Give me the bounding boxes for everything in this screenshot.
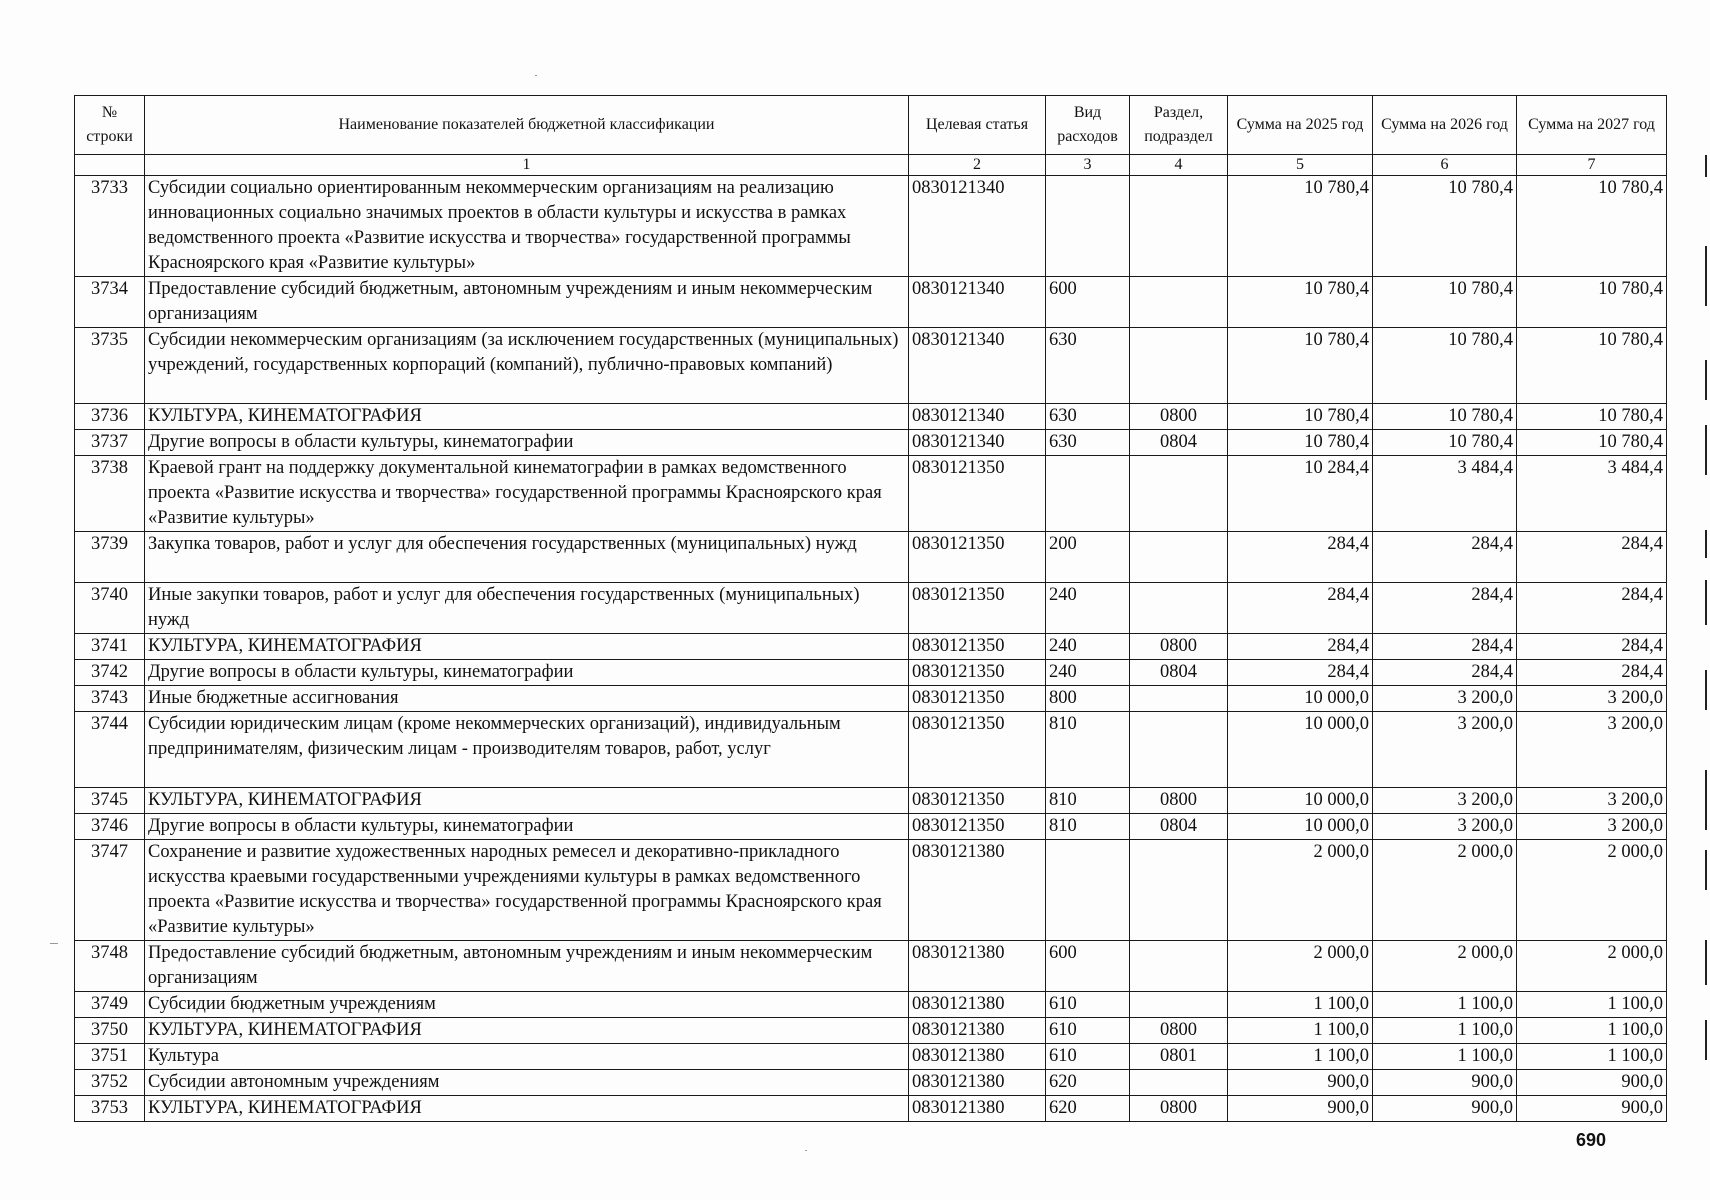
table-row xyxy=(75,634,1667,660)
row-number: 3737 xyxy=(75,430,145,456)
sum-2026-value: 3 484,4 xyxy=(1457,458,1513,478)
sum-2025 xyxy=(1228,634,1373,660)
sum-2026-value: 3 200,0 xyxy=(1457,688,1513,708)
sum-2025 xyxy=(1228,712,1373,788)
sum-2027 xyxy=(1517,532,1667,583)
row-number: 3733 xyxy=(75,176,145,277)
section-code xyxy=(1130,941,1228,992)
sum-2026 xyxy=(1373,634,1517,660)
section-code: 0804 xyxy=(1130,814,1228,840)
indicator-name: Другие вопросы в области культуры, кинематографии xyxy=(145,814,909,840)
sum-2026 xyxy=(1373,712,1517,788)
sum-2025 xyxy=(1228,1070,1373,1096)
sum-2027-value: 284,4 xyxy=(1621,662,1663,682)
target-article: 0830121350 xyxy=(909,814,1046,840)
sum-2025-value: 284,4 xyxy=(1327,636,1369,656)
indicator-name: Культура xyxy=(145,1044,909,1070)
indicator-name: Субсидии юридическим лицам (кроме некоммерческих организаций), индивидуальным предпринимателям, физическим лицам - производителям товаров, работ, услуг xyxy=(145,712,909,788)
table-row xyxy=(75,1018,1667,1044)
expense-type: 810 xyxy=(1046,712,1130,788)
target-article: 0830121350 xyxy=(909,532,1046,583)
target-article: 0830121380 xyxy=(909,1018,1046,1044)
section-code xyxy=(1130,328,1228,404)
target-article: 0830121380 xyxy=(909,1096,1046,1122)
sum-2027-value: 2 000,0 xyxy=(1607,842,1663,862)
section-code xyxy=(1130,712,1228,788)
expense-type xyxy=(1046,176,1130,277)
column-index-cell: 2 xyxy=(909,155,1046,176)
sum-2026 xyxy=(1373,456,1517,532)
sum-2026 xyxy=(1373,1018,1517,1044)
sum-2026 xyxy=(1373,430,1517,456)
sum-2027 xyxy=(1517,788,1667,814)
header-target-article: Целевая статья xyxy=(909,96,1046,155)
expense-type: 620 xyxy=(1046,1096,1130,1122)
sum-2026 xyxy=(1373,277,1517,328)
sum-2027-value: 10 780,4 xyxy=(1598,330,1663,350)
sum-2026-value: 284,4 xyxy=(1471,585,1513,605)
expense-type: 600 xyxy=(1046,277,1130,328)
column-index-cell xyxy=(75,155,145,176)
section-code xyxy=(1130,456,1228,532)
target-article: 0830121350 xyxy=(909,634,1046,660)
header-sum-2026: Сумма на 2026 год xyxy=(1373,96,1517,155)
table-row xyxy=(75,992,1667,1018)
sum-2027-value: 3 200,0 xyxy=(1607,688,1663,708)
target-article: 0830121380 xyxy=(909,992,1046,1018)
sum-2027-value: 2 000,0 xyxy=(1607,943,1663,963)
sum-2025 xyxy=(1228,1018,1373,1044)
sum-2027 xyxy=(1517,1096,1667,1122)
sum-2025-value: 10 780,4 xyxy=(1304,406,1369,426)
indicator-name: КУЛЬТУРА, КИНЕМАТОГРАФИЯ xyxy=(145,788,909,814)
sum-2026 xyxy=(1373,328,1517,404)
indicator-name: Субсидии бюджетным учреждениям xyxy=(145,992,909,1018)
sum-2027 xyxy=(1517,277,1667,328)
sum-2026-value: 10 780,4 xyxy=(1448,406,1513,426)
sum-2026 xyxy=(1373,176,1517,277)
sum-2027-value: 900,0 xyxy=(1621,1098,1663,1118)
expense-type: 630 xyxy=(1046,430,1130,456)
target-article: 0830121350 xyxy=(909,712,1046,788)
scan-speck xyxy=(805,1150,807,1151)
target-article: 0830121350 xyxy=(909,686,1046,712)
sum-2026-value: 284,4 xyxy=(1471,534,1513,554)
sum-2025-value: 10 780,4 xyxy=(1304,330,1369,350)
sum-2027 xyxy=(1517,941,1667,992)
sum-2026 xyxy=(1373,686,1517,712)
section-code xyxy=(1130,532,1228,583)
target-article: 0830121340 xyxy=(909,328,1046,404)
column-index-cell: 1 xyxy=(145,155,909,176)
column-index-cell: 3 xyxy=(1046,155,1130,176)
sum-2025-value: 10 780,4 xyxy=(1304,178,1369,198)
section-code: 0800 xyxy=(1130,1096,1228,1122)
row-number: 3742 xyxy=(75,660,145,686)
row-number: 3744 xyxy=(75,712,145,788)
target-article: 0830121350 xyxy=(909,456,1046,532)
sum-2027-value: 10 780,4 xyxy=(1598,406,1663,426)
page-number: 690 xyxy=(1576,1130,1607,1150)
row-number: 3747 xyxy=(75,840,145,941)
expense-type: 800 xyxy=(1046,686,1130,712)
sum-2025-value: 2 000,0 xyxy=(1313,943,1369,963)
expense-type: 630 xyxy=(1046,404,1130,430)
sum-2027-value: 3 484,4 xyxy=(1607,458,1663,478)
target-article: 0830121340 xyxy=(909,430,1046,456)
sum-2025 xyxy=(1228,404,1373,430)
expense-type: 600 xyxy=(1046,941,1130,992)
sum-2026-value: 900,0 xyxy=(1471,1072,1513,1092)
table-row xyxy=(75,840,1667,941)
sum-2025-value: 10 000,0 xyxy=(1304,790,1369,810)
sum-2027 xyxy=(1517,660,1667,686)
table-row xyxy=(75,1070,1667,1096)
section-code: 0800 xyxy=(1130,788,1228,814)
column-index-cell: 5 xyxy=(1228,155,1373,176)
section-code: 0800 xyxy=(1130,634,1228,660)
row-number: 3738 xyxy=(75,456,145,532)
sum-2027 xyxy=(1517,634,1667,660)
header-indicator-name: Наименование показателей бюджетной классификации xyxy=(145,96,909,155)
sum-2026-value: 3 200,0 xyxy=(1457,790,1513,810)
sum-2025 xyxy=(1228,532,1373,583)
indicator-name: Субсидии некоммерческим организациям (за исключением государственных (муниципальных) учреждений, государственных корпораций (компаний), публично-правовых компаний) xyxy=(145,328,909,404)
sum-2027-value: 1 100,0 xyxy=(1607,994,1663,1014)
expense-type xyxy=(1046,456,1130,532)
sum-2025-value: 284,4 xyxy=(1327,534,1369,554)
expense-type: 810 xyxy=(1046,814,1130,840)
scan-speck xyxy=(535,75,537,76)
sum-2025 xyxy=(1228,814,1373,840)
sum-2026-value: 2 000,0 xyxy=(1457,943,1513,963)
table-row xyxy=(75,328,1667,404)
sum-2025-value: 900,0 xyxy=(1327,1098,1369,1118)
sum-2027-value: 284,4 xyxy=(1621,534,1663,554)
sum-2025 xyxy=(1228,176,1373,277)
table-row xyxy=(75,1044,1667,1070)
row-number: 3743 xyxy=(75,686,145,712)
section-code: 0800 xyxy=(1130,1018,1228,1044)
sum-2026 xyxy=(1373,583,1517,634)
target-article: 0830121380 xyxy=(909,840,1046,941)
expense-type: 810 xyxy=(1046,788,1130,814)
sum-2026 xyxy=(1373,1070,1517,1096)
sum-2026 xyxy=(1373,840,1517,941)
target-article: 0830121350 xyxy=(909,660,1046,686)
sum-2027-value: 10 780,4 xyxy=(1598,432,1663,452)
sum-2025-value: 1 100,0 xyxy=(1313,994,1369,1014)
sum-2025-value: 284,4 xyxy=(1327,585,1369,605)
sum-2026 xyxy=(1373,992,1517,1018)
sum-2027 xyxy=(1517,404,1667,430)
sum-2027-value: 3 200,0 xyxy=(1607,790,1663,810)
sum-2025-value: 2 000,0 xyxy=(1313,842,1369,862)
section-code: 0801 xyxy=(1130,1044,1228,1070)
indicator-name: Закупка товаров, работ и услуг для обеспечения государственных (муниципальных) нужд xyxy=(145,532,909,583)
sum-2025-value: 10 000,0 xyxy=(1304,714,1369,734)
expense-type: 240 xyxy=(1046,583,1130,634)
table-row xyxy=(75,583,1667,634)
row-number: 3745 xyxy=(75,788,145,814)
indicator-name: Сохранение и развитие художественных народных ремесел и декоративно-прикладного искусства краевыми государственными учреждениями культуры в рамках ведомственного проекта «Развитие искусства и творчества» государственной программы Красноярского края «Развитие культуры» xyxy=(145,840,909,941)
indicator-name: Иные закупки товаров, работ и услуг для обеспечения государственных (муниципальных) нужд xyxy=(145,583,909,634)
sum-2026 xyxy=(1373,660,1517,686)
sum-2026 xyxy=(1373,404,1517,430)
indicator-name: КУЛЬТУРА, КИНЕМАТОГРАФИЯ xyxy=(145,634,909,660)
table-row xyxy=(75,1096,1667,1122)
section-code xyxy=(1130,992,1228,1018)
table-row xyxy=(75,660,1667,686)
indicator-name: Субсидии социально ориентированным некоммерческим организациям на реализацию инновационных социально значимых проектов в области культуры и искусства в рамках ведомственного проекта «Развитие искусства и творчества» государственной программы Красноярского края «Развитие культуры» xyxy=(145,176,909,277)
row-number: 3740 xyxy=(75,583,145,634)
expense-type: 610 xyxy=(1046,992,1130,1018)
row-number: 3739 xyxy=(75,532,145,583)
section-code: 0804 xyxy=(1130,660,1228,686)
table-row xyxy=(75,404,1667,430)
row-number: 3750 xyxy=(75,1018,145,1044)
target-article: 0830121340 xyxy=(909,404,1046,430)
sum-2025 xyxy=(1228,1044,1373,1070)
sum-2025 xyxy=(1228,583,1373,634)
table-row xyxy=(75,941,1667,992)
sum-2027 xyxy=(1517,1044,1667,1070)
indicator-name: Предоставление субсидий бюджетным, автономным учреждениям и иным некоммерческим организациям xyxy=(145,941,909,992)
row-number: 3746 xyxy=(75,814,145,840)
sum-2026 xyxy=(1373,814,1517,840)
sum-2027 xyxy=(1517,992,1667,1018)
sum-2026-value: 284,4 xyxy=(1471,662,1513,682)
expense-type xyxy=(1046,840,1130,941)
target-article: 0830121340 xyxy=(909,176,1046,277)
indicator-name: Другие вопросы в области культуры, кинематографии xyxy=(145,660,909,686)
target-article: 0830121380 xyxy=(909,1070,1046,1096)
header-section: Раздел, подраздел xyxy=(1130,96,1228,155)
target-article: 0830121350 xyxy=(909,788,1046,814)
sum-2027 xyxy=(1517,1018,1667,1044)
sum-2025 xyxy=(1228,456,1373,532)
column-index-row xyxy=(75,155,1667,176)
sum-2027 xyxy=(1517,712,1667,788)
scan-speck xyxy=(50,943,58,944)
sum-2025-value: 1 100,0 xyxy=(1313,1046,1369,1066)
sum-2026-value: 10 780,4 xyxy=(1448,432,1513,452)
section-code xyxy=(1130,840,1228,941)
sum-2027 xyxy=(1517,456,1667,532)
sum-2027 xyxy=(1517,1070,1667,1096)
sum-2025 xyxy=(1228,788,1373,814)
section-code: 0804 xyxy=(1130,430,1228,456)
target-article: 0830121380 xyxy=(909,1044,1046,1070)
sum-2025 xyxy=(1228,430,1373,456)
table-row xyxy=(75,686,1667,712)
indicator-name: Предоставление субсидий бюджетным, автономным учреждениям и иным некоммерческим организациям xyxy=(145,277,909,328)
indicator-name: КУЛЬТУРА, КИНЕМАТОГРАФИЯ xyxy=(145,1018,909,1044)
table-row xyxy=(75,788,1667,814)
header-sum-2025: Сумма на 2025 год xyxy=(1228,96,1373,155)
expense-type: 610 xyxy=(1046,1018,1130,1044)
table-header-row xyxy=(75,96,1667,155)
row-number: 3751 xyxy=(75,1044,145,1070)
row-number: 3741 xyxy=(75,634,145,660)
row-number: 3749 xyxy=(75,992,145,1018)
indicator-name: Другие вопросы в области культуры, кинематографии xyxy=(145,430,909,456)
indicator-name: Иные бюджетные ассигнования xyxy=(145,686,909,712)
sum-2027 xyxy=(1517,176,1667,277)
row-number: 3753 xyxy=(75,1096,145,1122)
target-article: 0830121350 xyxy=(909,583,1046,634)
sum-2027-value: 1 100,0 xyxy=(1607,1020,1663,1040)
sum-2027-value: 1 100,0 xyxy=(1607,1046,1663,1066)
sum-2027 xyxy=(1517,328,1667,404)
sum-2025 xyxy=(1228,840,1373,941)
column-index-cell: 4 xyxy=(1130,155,1228,176)
sum-2025 xyxy=(1228,277,1373,328)
sum-2027-value: 284,4 xyxy=(1621,636,1663,656)
table-row xyxy=(75,814,1667,840)
sum-2027-value: 284,4 xyxy=(1621,585,1663,605)
header-sum-2027: Сумма на 2027 год xyxy=(1517,96,1667,155)
table-row xyxy=(75,430,1667,456)
indicator-name: КУЛЬТУРА, КИНЕМАТОГРАФИЯ xyxy=(145,404,909,430)
sum-2026 xyxy=(1373,788,1517,814)
budget-table xyxy=(74,95,1667,1122)
row-number: 3752 xyxy=(75,1070,145,1096)
sum-2027-value: 900,0 xyxy=(1621,1072,1663,1092)
row-number: 3736 xyxy=(75,404,145,430)
sum-2026-value: 1 100,0 xyxy=(1457,994,1513,1014)
table-row xyxy=(75,277,1667,328)
sum-2027 xyxy=(1517,686,1667,712)
sum-2025-value: 10 780,4 xyxy=(1304,279,1369,299)
section-code: 0800 xyxy=(1130,404,1228,430)
sum-2025 xyxy=(1228,328,1373,404)
sum-2026-value: 900,0 xyxy=(1471,1098,1513,1118)
sum-2025-value: 10 780,4 xyxy=(1304,432,1369,452)
sum-2025 xyxy=(1228,941,1373,992)
scan-edge-marks xyxy=(1705,150,1707,1100)
sum-2026-value: 10 780,4 xyxy=(1448,178,1513,198)
sum-2025-value: 1 100,0 xyxy=(1313,1020,1369,1040)
sum-2025 xyxy=(1228,1096,1373,1122)
header-row-number: № строки xyxy=(75,96,145,155)
table-row xyxy=(75,712,1667,788)
sum-2027 xyxy=(1517,840,1667,941)
indicator-name: Краевой грант на поддержку документальной кинематографии в рамках ведомственного проекта «Развитие искусства и творчества» государственной программы Красноярского края «Развитие культуры» xyxy=(145,456,909,532)
expense-type: 240 xyxy=(1046,634,1130,660)
indicator-name: Субсидии автономным учреждениям xyxy=(145,1070,909,1096)
sum-2026 xyxy=(1373,1096,1517,1122)
expense-type: 240 xyxy=(1046,660,1130,686)
section-code xyxy=(1130,1070,1228,1096)
sum-2027 xyxy=(1517,814,1667,840)
expense-type: 200 xyxy=(1046,532,1130,583)
section-code xyxy=(1130,686,1228,712)
sum-2025 xyxy=(1228,660,1373,686)
header-expense-type: Вид расходов xyxy=(1046,96,1130,155)
target-article: 0830121380 xyxy=(909,941,1046,992)
sum-2025-value: 10 000,0 xyxy=(1304,688,1369,708)
table-row xyxy=(75,532,1667,583)
sum-2027-value: 10 780,4 xyxy=(1598,279,1663,299)
sum-2026-value: 3 200,0 xyxy=(1457,816,1513,836)
indicator-name: КУЛЬТУРА, КИНЕМАТОГРАФИЯ xyxy=(145,1096,909,1122)
sum-2026-value: 2 000,0 xyxy=(1457,842,1513,862)
sum-2027-value: 3 200,0 xyxy=(1607,816,1663,836)
column-index-cell: 7 xyxy=(1517,155,1667,176)
sum-2025-value: 10 000,0 xyxy=(1304,816,1369,836)
section-code xyxy=(1130,583,1228,634)
sum-2026 xyxy=(1373,941,1517,992)
sum-2027-value: 3 200,0 xyxy=(1607,714,1663,734)
expense-type: 610 xyxy=(1046,1044,1130,1070)
sum-2026-value: 3 200,0 xyxy=(1457,714,1513,734)
sum-2025 xyxy=(1228,686,1373,712)
sum-2025-value: 900,0 xyxy=(1327,1072,1369,1092)
sum-2026 xyxy=(1373,532,1517,583)
sum-2025-value: 10 284,4 xyxy=(1304,458,1369,478)
sum-2025-value: 284,4 xyxy=(1327,662,1369,682)
column-index-cell: 6 xyxy=(1373,155,1517,176)
section-code xyxy=(1130,176,1228,277)
sum-2026-value: 10 780,4 xyxy=(1448,279,1513,299)
expense-type: 620 xyxy=(1046,1070,1130,1096)
row-number: 3734 xyxy=(75,277,145,328)
sum-2027 xyxy=(1517,430,1667,456)
sum-2026-value: 10 780,4 xyxy=(1448,330,1513,350)
row-number: 3735 xyxy=(75,328,145,404)
expense-type: 630 xyxy=(1046,328,1130,404)
sum-2027-value: 10 780,4 xyxy=(1598,178,1663,198)
row-number: 3748 xyxy=(75,941,145,992)
sum-2026-value: 1 100,0 xyxy=(1457,1046,1513,1066)
sum-2026-value: 1 100,0 xyxy=(1457,1020,1513,1040)
table-row xyxy=(75,456,1667,532)
sum-2027 xyxy=(1517,583,1667,634)
section-code xyxy=(1130,277,1228,328)
sum-2026 xyxy=(1373,1044,1517,1070)
sum-2025 xyxy=(1228,992,1373,1018)
table-row xyxy=(75,176,1667,277)
sum-2026-value: 284,4 xyxy=(1471,636,1513,656)
target-article: 0830121340 xyxy=(909,277,1046,328)
